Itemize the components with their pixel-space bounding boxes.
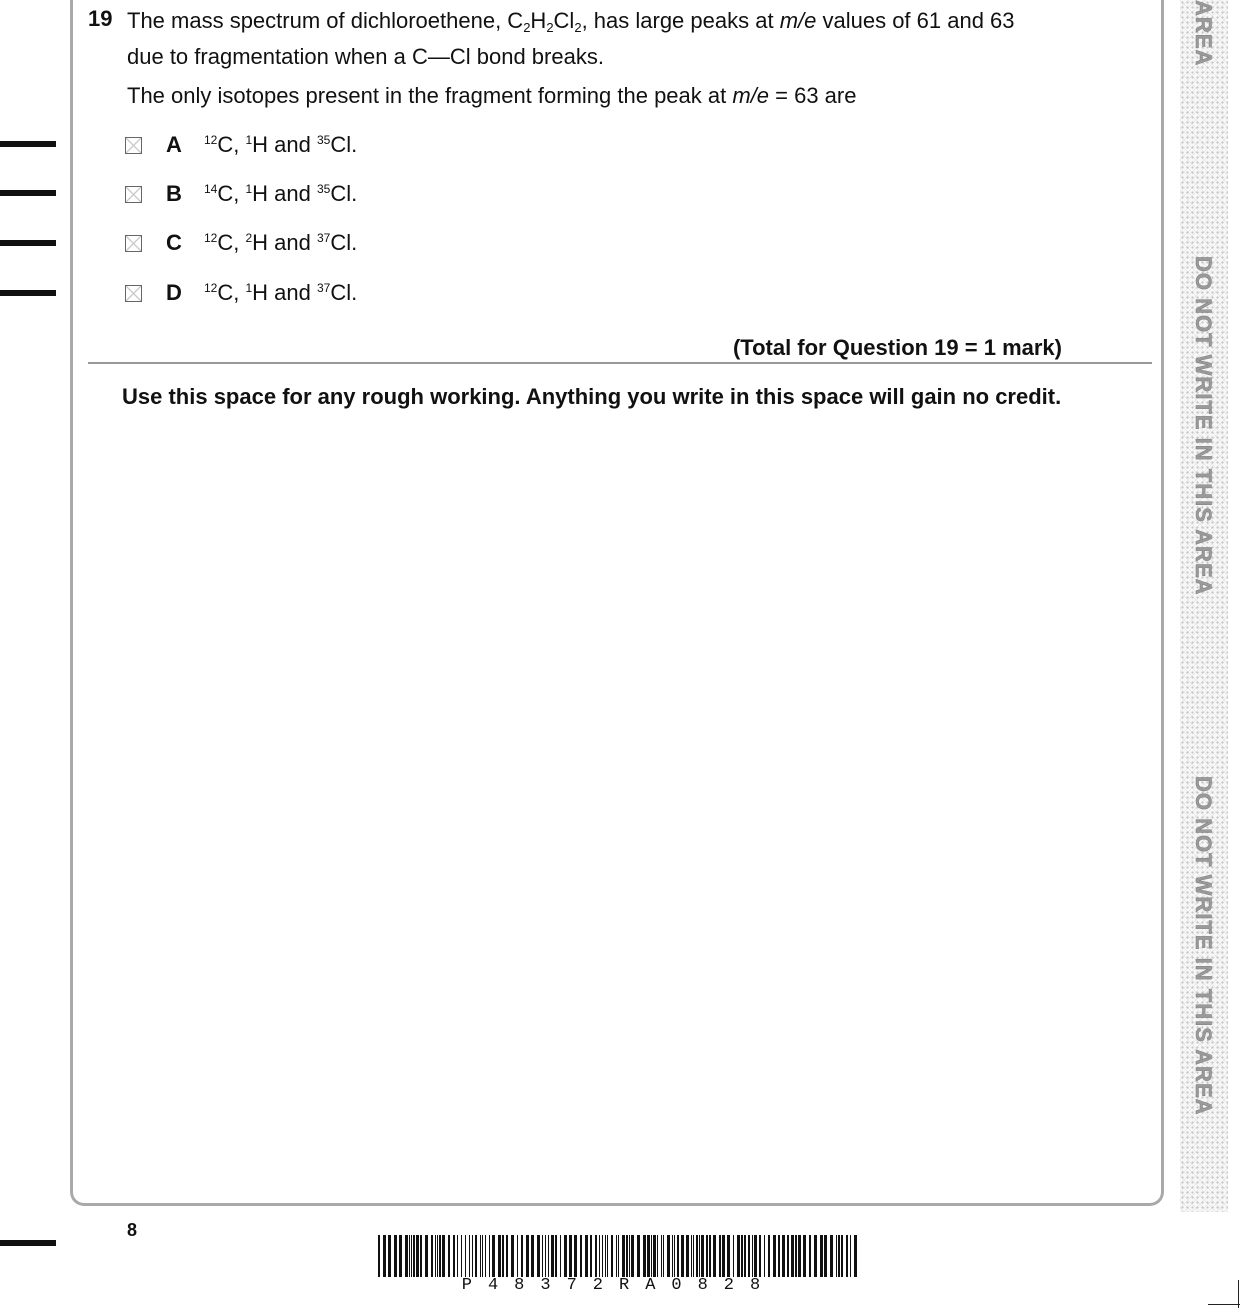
barcode-bar bbox=[394, 1235, 397, 1277]
barcode-bar bbox=[517, 1235, 518, 1277]
barcode-bar bbox=[475, 1235, 477, 1277]
rough-working-note: Use this space for any rough working. Anything you write in this space will gain no credit. bbox=[122, 384, 1062, 409]
barcode-bar bbox=[574, 1235, 577, 1277]
barcode-bar bbox=[416, 1235, 419, 1277]
barcode-bar bbox=[631, 1235, 634, 1277]
barcode-bar bbox=[681, 1235, 684, 1277]
answer-checkbox-b[interactable] bbox=[125, 186, 142, 203]
barcode-bar bbox=[548, 1235, 549, 1277]
barcode-bar bbox=[465, 1235, 466, 1277]
barcode-bar bbox=[511, 1235, 514, 1277]
margin-mark bbox=[0, 290, 56, 296]
barcode-bar bbox=[764, 1235, 765, 1277]
barcode-bar bbox=[526, 1235, 529, 1277]
barcode-bar bbox=[502, 1235, 504, 1277]
option-letter: A bbox=[166, 132, 182, 157]
margin-mark bbox=[0, 240, 56, 246]
barcode-bar bbox=[709, 1235, 711, 1277]
barcode-bar bbox=[616, 1235, 617, 1277]
barcode-bar bbox=[741, 1235, 743, 1277]
barcode-bar bbox=[727, 1235, 730, 1277]
barcode-bar bbox=[713, 1235, 716, 1277]
barcode-bar bbox=[814, 1235, 817, 1277]
option-a[interactable] bbox=[125, 131, 357, 159]
barcode-bar bbox=[820, 1235, 823, 1277]
side-label-top: AREA bbox=[1191, 0, 1216, 67]
barcode-bar bbox=[492, 1235, 495, 1277]
barcode-bar bbox=[737, 1235, 740, 1277]
barcode-bar bbox=[754, 1235, 757, 1277]
barcode-bar bbox=[653, 1235, 656, 1277]
answer-checkbox-c[interactable] bbox=[125, 235, 142, 252]
barcode-bar bbox=[531, 1235, 534, 1277]
barcode-bar bbox=[413, 1235, 415, 1277]
barcode-bar bbox=[759, 1235, 761, 1277]
barcode-bar bbox=[651, 1235, 652, 1277]
barcode-bar bbox=[439, 1235, 441, 1277]
margin-mark bbox=[0, 1240, 56, 1246]
barcode-bar bbox=[585, 1235, 588, 1277]
barcode-bar bbox=[677, 1235, 679, 1277]
barcode-text: P48372RA0828 bbox=[461, 1276, 777, 1295]
crop-mark bbox=[1238, 1280, 1239, 1308]
barcode-bar bbox=[830, 1235, 833, 1277]
barcode-bar bbox=[480, 1235, 481, 1277]
barcode-bar bbox=[435, 1235, 436, 1277]
barcode-bar bbox=[693, 1235, 694, 1277]
barcode-bar bbox=[409, 1235, 410, 1277]
barcode-bar bbox=[787, 1235, 789, 1277]
barcode-bar bbox=[846, 1235, 848, 1277]
page-number: 8 bbox=[127, 1220, 138, 1240]
barcode-bar bbox=[482, 1235, 483, 1277]
question-stem: The mass spectrum of dichloroethene, $C_2H_2Cl_2$, has large peaks at m/e values of 61 and 63 due to fragmentation when a C—Cl bond breaks. bbox=[127, 8, 1015, 69]
answer-checkbox-d[interactable] bbox=[125, 285, 142, 302]
barcode-bar bbox=[691, 1235, 692, 1277]
barcode-bar bbox=[629, 1235, 630, 1277]
barcode-bar bbox=[778, 1235, 780, 1277]
barcode-bar bbox=[453, 1235, 455, 1277]
barcode-bar bbox=[489, 1235, 490, 1277]
barcode-bar bbox=[545, 1235, 546, 1277]
barcode-bar bbox=[569, 1235, 572, 1277]
barcode-bar bbox=[498, 1235, 501, 1277]
barcode-bar bbox=[773, 1235, 776, 1277]
barcode-bar bbox=[580, 1235, 582, 1277]
barcode-bar bbox=[618, 1235, 619, 1277]
barcode-bar bbox=[399, 1235, 402, 1277]
crop-mark bbox=[1208, 1304, 1240, 1305]
barcode-bar bbox=[841, 1235, 843, 1277]
barcode-bar bbox=[564, 1235, 567, 1277]
barcode-bar bbox=[643, 1235, 646, 1277]
barcode-bar bbox=[551, 1235, 554, 1277]
option-text: $^{12}$C, $^1$H and $^{37}$Cl. bbox=[204, 280, 358, 305]
barcode-bar bbox=[595, 1235, 597, 1277]
barcode-bar bbox=[657, 1235, 658, 1277]
barcode-bar bbox=[782, 1235, 785, 1277]
barcode-bar bbox=[469, 1235, 470, 1277]
barcode-bar bbox=[672, 1235, 673, 1277]
barcode-bar bbox=[795, 1235, 797, 1277]
barcode-bar bbox=[674, 1235, 675, 1277]
option-b[interactable] bbox=[125, 180, 357, 208]
barcode-bar bbox=[854, 1235, 857, 1277]
barcode-bar bbox=[472, 1235, 473, 1277]
barcode-bar bbox=[461, 1235, 462, 1277]
barcode-bar bbox=[836, 1235, 837, 1277]
option-text: $^{14}$C, $^1$H and $^{35}$Cl. bbox=[204, 181, 358, 206]
barcode-bar bbox=[722, 1235, 725, 1277]
barcode-bar bbox=[425, 1235, 428, 1277]
barcode bbox=[378, 1235, 860, 1277]
option-letter: C bbox=[166, 230, 182, 255]
option-text: $^{12}$C, $^2$H and $^{37}$Cl. bbox=[204, 230, 358, 255]
barcode-bar bbox=[686, 1235, 689, 1277]
barcode-bar bbox=[699, 1235, 700, 1277]
barcode-bar bbox=[506, 1235, 508, 1277]
barcode-bar bbox=[733, 1235, 734, 1277]
barcode-bar bbox=[744, 1235, 746, 1277]
barcode-bar bbox=[791, 1235, 794, 1277]
barcode-bar bbox=[542, 1235, 543, 1277]
margin-mark bbox=[0, 141, 56, 147]
barcode-bar bbox=[637, 1235, 640, 1277]
barcode-bar bbox=[420, 1235, 422, 1277]
barcode-bar bbox=[457, 1235, 458, 1277]
option-letter: D bbox=[166, 280, 182, 305]
question-number: 19 bbox=[88, 6, 113, 31]
barcode-bar bbox=[663, 1235, 664, 1277]
answer-checkbox-a[interactable] bbox=[125, 137, 142, 154]
option-letter: B bbox=[166, 181, 182, 206]
barcode-bar bbox=[850, 1235, 851, 1277]
barcode-bar bbox=[809, 1235, 811, 1277]
margin-mark bbox=[0, 190, 56, 196]
barcode-bar bbox=[590, 1235, 592, 1277]
barcode-bar bbox=[411, 1235, 412, 1277]
barcode-bar bbox=[485, 1235, 486, 1277]
barcode-bar bbox=[537, 1235, 540, 1277]
barcode-bar bbox=[405, 1235, 408, 1277]
barcode-bar bbox=[622, 1235, 625, 1277]
barcode-bar bbox=[706, 1235, 708, 1277]
barcode-bar bbox=[560, 1235, 561, 1277]
barcode-bar bbox=[647, 1235, 650, 1277]
barcode-bar bbox=[798, 1235, 801, 1277]
barcode-bar bbox=[611, 1235, 613, 1277]
barcode-bar bbox=[667, 1235, 670, 1277]
barcode-bar bbox=[696, 1235, 698, 1277]
barcode-bar bbox=[752, 1235, 753, 1277]
barcode-bar bbox=[607, 1235, 608, 1277]
barcode-bar bbox=[388, 1235, 391, 1277]
barcode-bar bbox=[431, 1235, 433, 1277]
barcode-bar bbox=[719, 1235, 721, 1277]
option-c[interactable] bbox=[125, 229, 357, 257]
barcode-bar bbox=[383, 1235, 386, 1277]
question-total: (Total for Question 19 = 1 mark) bbox=[732, 335, 1062, 360]
barcode-bar bbox=[626, 1235, 628, 1277]
barcode-bar bbox=[378, 1235, 380, 1277]
barcode-bar bbox=[838, 1235, 840, 1277]
option-text: $^{12}$C, $^1$H and $^{35}$Cl. bbox=[204, 132, 358, 157]
barcode-bar bbox=[701, 1235, 704, 1277]
option-d[interactable] bbox=[125, 279, 357, 307]
divider bbox=[88, 362, 1152, 364]
barcode-bar bbox=[824, 1235, 827, 1277]
barcode-bar bbox=[748, 1235, 750, 1277]
barcode-bar bbox=[521, 1235, 523, 1277]
side-label-middle: DO NOT WRITE IN THIS AREA bbox=[1191, 256, 1216, 596]
barcode-bar bbox=[448, 1235, 450, 1277]
barcode-bar bbox=[437, 1235, 438, 1277]
barcode-bar bbox=[555, 1235, 557, 1277]
barcode-bar bbox=[442, 1235, 445, 1277]
side-label-bottom: DO NOT WRITE IN THIS AREA bbox=[1191, 776, 1216, 1116]
barcode-bar bbox=[605, 1235, 606, 1277]
question-prompt: The only isotopes present in the fragment forming the peak at m/e = 63 are bbox=[127, 83, 857, 108]
barcode-bar bbox=[661, 1235, 662, 1277]
barcode-bar bbox=[803, 1235, 806, 1277]
barcode-bar bbox=[768, 1235, 770, 1277]
barcode-bar bbox=[602, 1235, 603, 1277]
barcode-bar bbox=[599, 1235, 600, 1277]
